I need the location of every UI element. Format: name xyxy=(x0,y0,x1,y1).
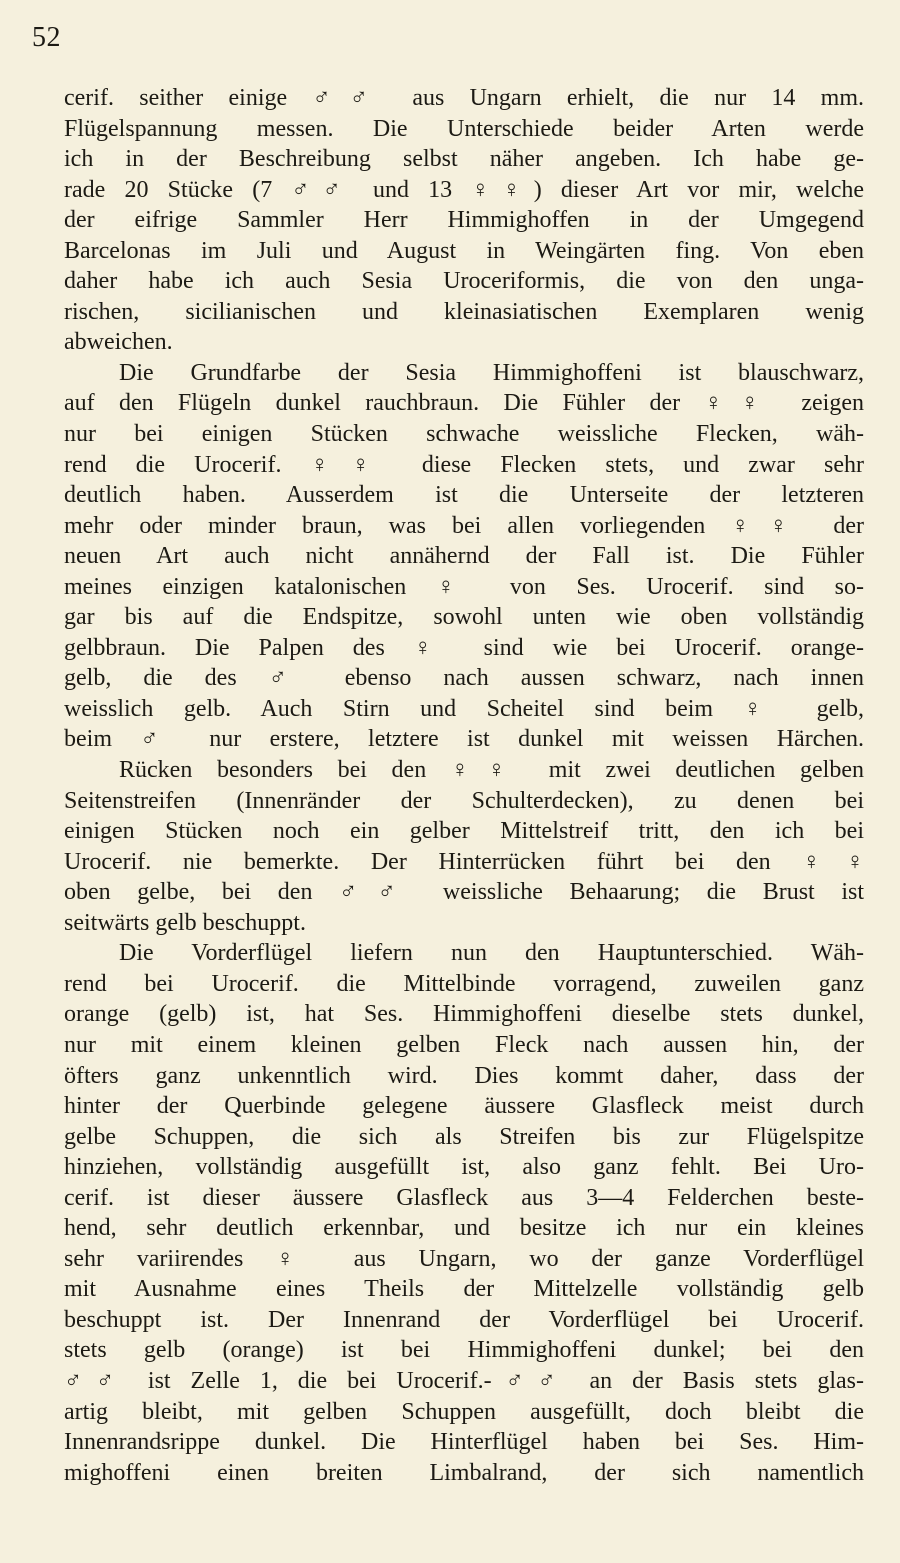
text-line: cerif. seither einige ♂♂ aus Ungarn erhielt, die nur 14 mm. xyxy=(64,85,864,111)
text-line: gelb, die des ♂ ebenso nach aussen schwarz, nach innen xyxy=(64,665,864,692)
text-line: Urocerif. nie bemerkte. Der Hinterrücken führt bei den ♀♀ xyxy=(64,848,864,875)
text-line: stets gelb (orange) ist bei Himmighoffeni dunkel; bei den xyxy=(64,1337,864,1364)
text-line: einigen Stücken noch ein gelber Mittelstreif tritt, den ich bei xyxy=(64,818,864,845)
text-line: rend bei Urocerif. die Mittelbinde vorragend, zuweilen ganz xyxy=(64,970,864,997)
text-line: oben gelbe, bei den ♂♂ weissliche Behaarung; die Brust ist xyxy=(64,879,864,906)
paragraph-start-line: Die Vorderflügel liefern nun den Hauptunterschied. Wäh- xyxy=(119,940,864,967)
text-line: gelbbraun. Die Palpen des ♀ sind wie bei Urocerif. orange- xyxy=(64,634,864,661)
text-line: mighoffeni einen breiten Limbalrand, der sich namentlich xyxy=(64,1459,864,1486)
text-line: ♂♂ ist Zelle 1, die bei Urocerif.-♂♂ an der Basis stets glas- xyxy=(64,1367,864,1394)
text-line: hinziehen, vollständig ausgefüllt ist, also ganz fehlt. Bei Uro- xyxy=(64,1154,864,1181)
text-line: der eifrige Sammler Herr Himmighoffen in der Umgegend xyxy=(64,207,864,234)
page-number: 52 xyxy=(32,22,61,53)
text-line: gelbe Schuppen, die sich als Streifen bis zur Flügelspitze xyxy=(64,1123,864,1150)
text-line: Flügelspannung messen. Die Unterschiede beider Arten werde xyxy=(64,115,864,142)
text-line: Innenrandsrippe dunkel. Die Hinterflügel haben bei Ses. Him- xyxy=(64,1429,864,1456)
text-line: meines einzigen katalonischen ♀ von Ses. Urocerif. sind so- xyxy=(64,573,864,600)
text-line: beim ♂ nur erstere, letztere ist dunkel mit weissen Härchen. xyxy=(64,726,864,753)
text-line: weisslich gelb. Auch Stirn und Scheitel sind beim ♀ gelb, xyxy=(64,695,864,722)
text-line: abweichen. xyxy=(64,329,173,356)
text-line: beschuppt ist. Der Innenrand der Vorderflügel bei Urocerif. xyxy=(64,1306,864,1333)
text-line: Barcelonas im Juli und August in Weingärten fing. Von eben xyxy=(64,237,864,264)
text-line: daher habe ich auch Sesia Uroceriformis, die von den unga- xyxy=(64,268,864,295)
body-text xyxy=(64,83,864,1488)
text-line: hend, sehr deutlich erkennbar, und besitze ich nur ein kleines xyxy=(64,1215,864,1242)
text-line: cerif. ist dieser äussere Glasfleck aus 3—4 Felderchen beste- xyxy=(64,1184,864,1211)
text-line: seitwärts gelb beschuppt. xyxy=(64,909,306,936)
text-line: mehr oder minder braun, was bei allen vorliegenden ♀♀ der xyxy=(64,512,864,539)
paragraph-start-line: Die Grundfarbe der Sesia Himmighoffeni ist blauschwarz, xyxy=(119,359,864,386)
text-line: Seitenstreifen (Innenränder der Schulterdecken), zu denen bei xyxy=(64,787,864,814)
text-line: rend die Urocerif. ♀♀ diese Flecken stets, und zwar sehr xyxy=(64,451,864,478)
text-line: nur bei einigen Stücken schwache weissliche Flecken, wäh- xyxy=(64,421,864,448)
text-line: sehr variirendes ♀ aus Ungarn, wo der ganze Vorderflügel xyxy=(64,1245,864,1272)
text-line: orange (gelb) ist, hat Ses. Himmighoffeni dieselbe stets dunkel, xyxy=(64,1001,864,1028)
text-line: rade 20 Stücke (7 ♂♂ und 13 ♀♀) dieser Art vor mir, welche xyxy=(64,176,864,203)
text-line: ich in der Beschreibung selbst näher angeben. Ich habe ge- xyxy=(64,146,864,173)
text-line: neuen Art auch nicht annähernd der Fall ist. Die Fühler xyxy=(64,543,864,570)
text-line: rischen, sicilianischen und kleinasiatischen Exemplaren wenig xyxy=(64,298,864,325)
text-line: mit Ausnahme eines Theils der Mittelzelle vollständig gelb xyxy=(64,1276,864,1303)
paragraph-start-line: Rücken besonders bei den ♀♀ mit zwei deutlichen gelben xyxy=(119,757,864,784)
text-line: hinter der Querbinde gelegene äussere Glasfleck meist durch xyxy=(64,1093,864,1120)
text-line: öfters ganz unkenntlich wird. Dies kommt daher, dass der xyxy=(64,1062,864,1089)
text-line: nur mit einem kleinen gelben Fleck nach aussen hin, der xyxy=(64,1031,864,1058)
text-line: deutlich haben. Ausserdem ist die Unterseite der letzteren xyxy=(64,482,864,509)
text-line: gar bis auf die Endspitze, sowohl unten wie oben vollständig xyxy=(64,604,864,631)
text-line: auf den Flügeln dunkel rauchbraun. Die Fühler der ♀♀ zeigen xyxy=(64,390,864,417)
text-line: artig bleibt, mit gelben Schuppen ausgefüllt, doch bleibt die xyxy=(64,1398,864,1425)
